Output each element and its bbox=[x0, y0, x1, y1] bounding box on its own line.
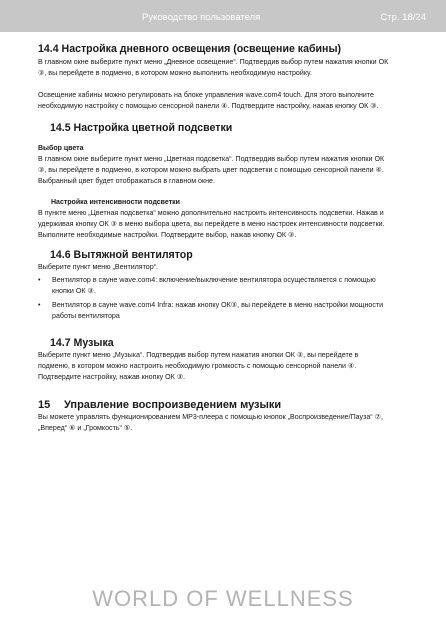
text-line: Освещение кабины можно регулировать на блоке управления wave.com4 touch. Для этого выполните bbox=[38, 91, 374, 99]
text-line: Выбранный цвет будет отображаться в главном окне. bbox=[38, 177, 215, 185]
text-line: В пункте меню „Цветная подсветка“ можно дополнительно настроить интенсивность подсветки. Нажав и bbox=[38, 209, 384, 217]
text-line: Подтвердите настройку, нажав кнопку ОК ③. bbox=[38, 373, 186, 381]
section-14-4-heading: 14.4 Настройка дневного освещения (освещение кабины) bbox=[38, 43, 342, 55]
section-14-7-heading: 14.7 Музыка bbox=[50, 337, 114, 349]
intensity-label: Настройка интенсивности подсветки bbox=[51, 199, 180, 206]
text-line: В главном окне выберите пункт меню „Дневное освещение“. Подтвердив выбор путем нажатия кнопки ОК bbox=[38, 58, 389, 66]
text-line: ③, вы перейдете в подменю, в котором можно выполнить необходимую настройку. bbox=[38, 69, 312, 77]
page-content bbox=[38, 43, 410, 434]
text-line: В главном окне выберите пункт меню „Цветная подсветка“. Подтвердив выбор путем нажатия кнопки ОК bbox=[38, 155, 385, 163]
text-line: Выполните необходимые настройки. Подтвердите выбор, нажав кнопку ОК ③. bbox=[38, 231, 297, 239]
list-item bbox=[38, 275, 410, 297]
text-line: ③, вы перейдете в подменю, в котором можно выбрать цвет подсветки с помощью сенсорной панели ④. bbox=[38, 166, 384, 174]
text-line: Вы можете управлять функционированием МР3-плеера с помощью кнопок „Воспроизведение/Пауза“ ⑦, bbox=[38, 413, 383, 421]
page-header bbox=[0, 0, 446, 32]
color-selection-label: Выбор цвета bbox=[38, 145, 84, 152]
text-line: „Вперед“ ⑥ и „Громкость“ ⑤. bbox=[38, 424, 133, 432]
text-line: необходимую настройку с помощью сенсорной панели ④. Подтвердите настройку, нажав кнопку ОК ③. bbox=[38, 102, 379, 110]
document-title: Руководство пользователя bbox=[142, 12, 261, 23]
section-14-7-paragraph bbox=[38, 350, 410, 383]
section-15-heading bbox=[38, 398, 410, 412]
section-14-5-paragraph-1 bbox=[38, 154, 410, 187]
text-line: подменю, в котором можно настроить необходимую громкость с помощью сенсорной панели ④. bbox=[38, 362, 357, 370]
text-line: Выберите пункт меню „Музыка“. Подтвердив выбор путем нажатия кнопки ОК ③, вы перейдете в bbox=[38, 351, 359, 359]
section-14-5-heading: 14.5 Настройка цветной подсветки bbox=[50, 122, 233, 134]
section-14-5-paragraph-2 bbox=[38, 208, 410, 241]
list-item bbox=[38, 300, 410, 322]
text-line: кнопки ОК ③. bbox=[52, 287, 96, 295]
text-line: удерживая кнопку ОК ③ в меню выбора цвета, вы перейдете в меню настроек интенсивности подсветки. bbox=[38, 220, 385, 228]
text-line: • Вентилятор в сауне wave.com4: включение/выключение вентилятора осуществляется с помощью bbox=[52, 276, 376, 284]
section-number: 15 bbox=[38, 399, 51, 411]
section-14-6-heading: 14.6 Вытяжной вентилятор bbox=[50, 249, 193, 261]
section-14-4-paragraph-1 bbox=[38, 57, 410, 79]
footer-brand: WORLD OF WELLNESS bbox=[92, 586, 354, 611]
fan-options-list bbox=[38, 275, 410, 322]
section-14-4-paragraph-2 bbox=[38, 90, 410, 112]
text-line: • Вентилятор в сауне wave.com4 Infra: нажав кнопку ОК③, вы перейдете в меню настройки мощности bbox=[52, 301, 384, 309]
text-line: работы вентилятора bbox=[52, 312, 120, 320]
section-14-6-intro: Выберите пункт меню „Вентилятор“. bbox=[38, 263, 159, 271]
section-title: Управление воспроизведением музыки bbox=[64, 399, 282, 411]
section-15-paragraph bbox=[38, 412, 410, 434]
page-number: Стр. 18/24 bbox=[380, 12, 426, 23]
